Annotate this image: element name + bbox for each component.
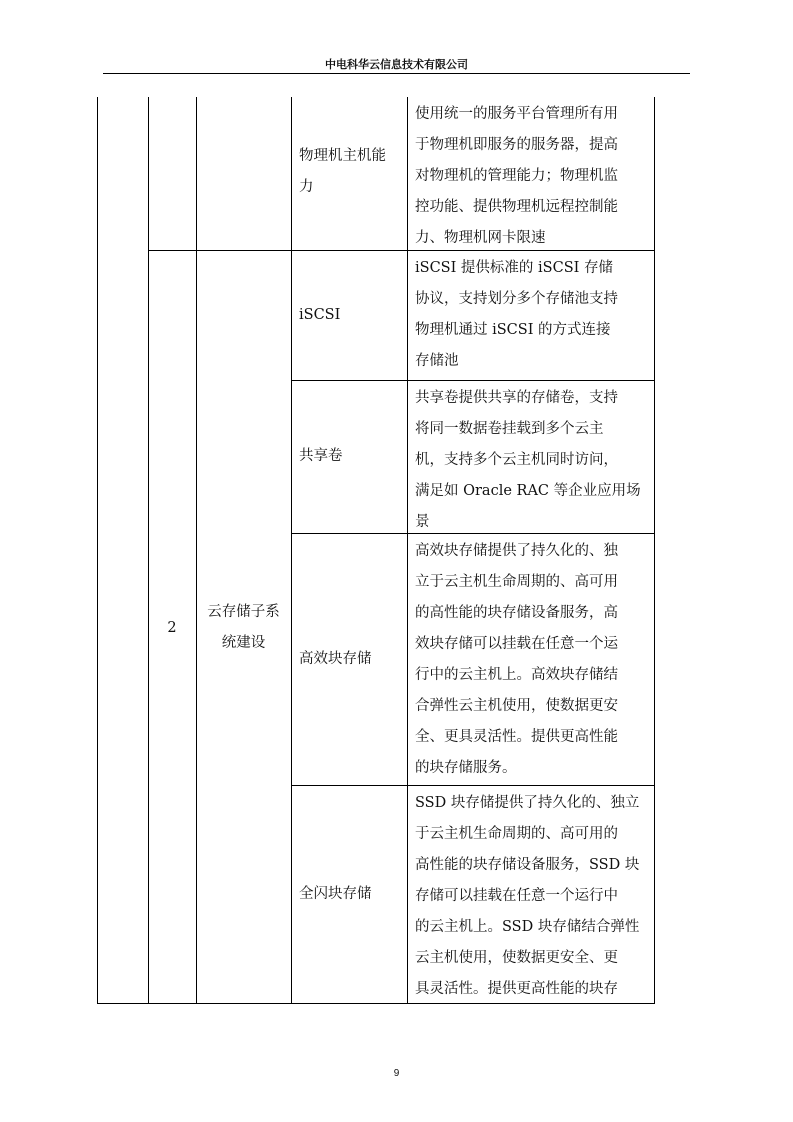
row-description xyxy=(415,253,618,377)
group-name-line: 统建设 xyxy=(221,635,266,651)
column-border xyxy=(654,97,655,1004)
description-line: 存储池 xyxy=(415,353,459,369)
column-border xyxy=(291,97,292,1004)
description-line: 景 xyxy=(415,514,430,530)
description-line: 合弹性云主机使用，使数据更安 xyxy=(415,698,618,714)
row-description xyxy=(415,788,639,1005)
label-line: iSCSI xyxy=(299,306,341,323)
label-line: 物理机主机能 xyxy=(299,147,386,164)
column-border xyxy=(97,97,98,1004)
label-line: 高效块存储 xyxy=(299,650,372,667)
description-line: SSD 块存储提供了持久化的、独立 xyxy=(415,795,640,811)
row-description xyxy=(415,536,618,784)
description-line: 云主机使用，使数据更安全、更 xyxy=(415,950,618,966)
description-line: 的块存储服务。 xyxy=(415,760,517,776)
row-label xyxy=(299,300,340,331)
label-line: 全闪块存储 xyxy=(299,885,372,902)
description-line: 立于云主机生命周期的、高可用 xyxy=(415,574,618,590)
description-line: 将同一数据卷挂载到多个云主 xyxy=(415,421,604,437)
column-border xyxy=(196,97,197,1004)
description-line: 于物理机即服务的服务器，提高 xyxy=(415,137,618,153)
page-number: 9 xyxy=(393,1068,400,1079)
description-line: 机，支持多个云主机同时访问， xyxy=(415,452,618,468)
description-line: 使用统一的服务平台管理所有用 xyxy=(415,106,618,122)
description-line: 高性能的块存储设备服务，SSD 块 xyxy=(415,857,640,873)
group-index: 2 xyxy=(167,620,177,636)
row-label xyxy=(299,441,343,472)
label-line: 共享卷 xyxy=(299,448,343,464)
group-name xyxy=(196,597,291,659)
description-line: 高效块存储提供了持久化的、独 xyxy=(415,543,618,559)
row-label xyxy=(299,644,372,675)
description-line: 共享卷提供共享的存储卷，支持 xyxy=(415,390,618,406)
description-line: 于云主机生命周期的、高可用的 xyxy=(415,826,618,842)
row-label xyxy=(299,141,386,203)
description-line: 控功能、提供物理机远程控制能 xyxy=(415,199,618,215)
description-line: iSCSI 提供标准的 iSCSI 存储 xyxy=(415,260,613,276)
row-description xyxy=(415,99,618,254)
row-border xyxy=(291,785,655,786)
header-rule xyxy=(103,73,690,74)
column-border xyxy=(148,97,149,1004)
description-line: 行中的云主机上。高效块存储结 xyxy=(415,667,618,683)
page-header: 中电科华云信息技术有限公司 xyxy=(325,58,468,71)
description-line: 全、更具灵活性。提供更高性能 xyxy=(415,729,618,745)
description-line: 协议，支持划分多个存储池支持 xyxy=(415,291,618,307)
description-line: 具灵活性。提供更高性能的块存 xyxy=(415,981,618,997)
description-line: 物理机通过 iSCSI 的方式连接 xyxy=(415,322,611,338)
row-description xyxy=(415,383,641,538)
column-border xyxy=(407,97,408,1004)
row-label xyxy=(299,879,372,910)
label-line: 力 xyxy=(299,178,314,195)
description-line: 对物理机的管理能力；物理机监 xyxy=(415,168,618,184)
description-line: 的高性能的块存储设备服务，高 xyxy=(415,605,618,621)
group-name-line: 云存储子系 xyxy=(207,604,280,620)
description-line: 力、物理机网卡限速 xyxy=(415,230,546,246)
description-line: 效块存储可以挂载在任意一个运 xyxy=(415,636,618,652)
description-line: 存储可以挂载在任意一个运行中 xyxy=(415,888,618,904)
description-line: 满足如 Oracle RAC 等企业应用场 xyxy=(415,483,641,499)
row-border xyxy=(291,380,655,381)
description-line: 的云主机上。SSD 块存储结合弹性 xyxy=(415,919,640,935)
